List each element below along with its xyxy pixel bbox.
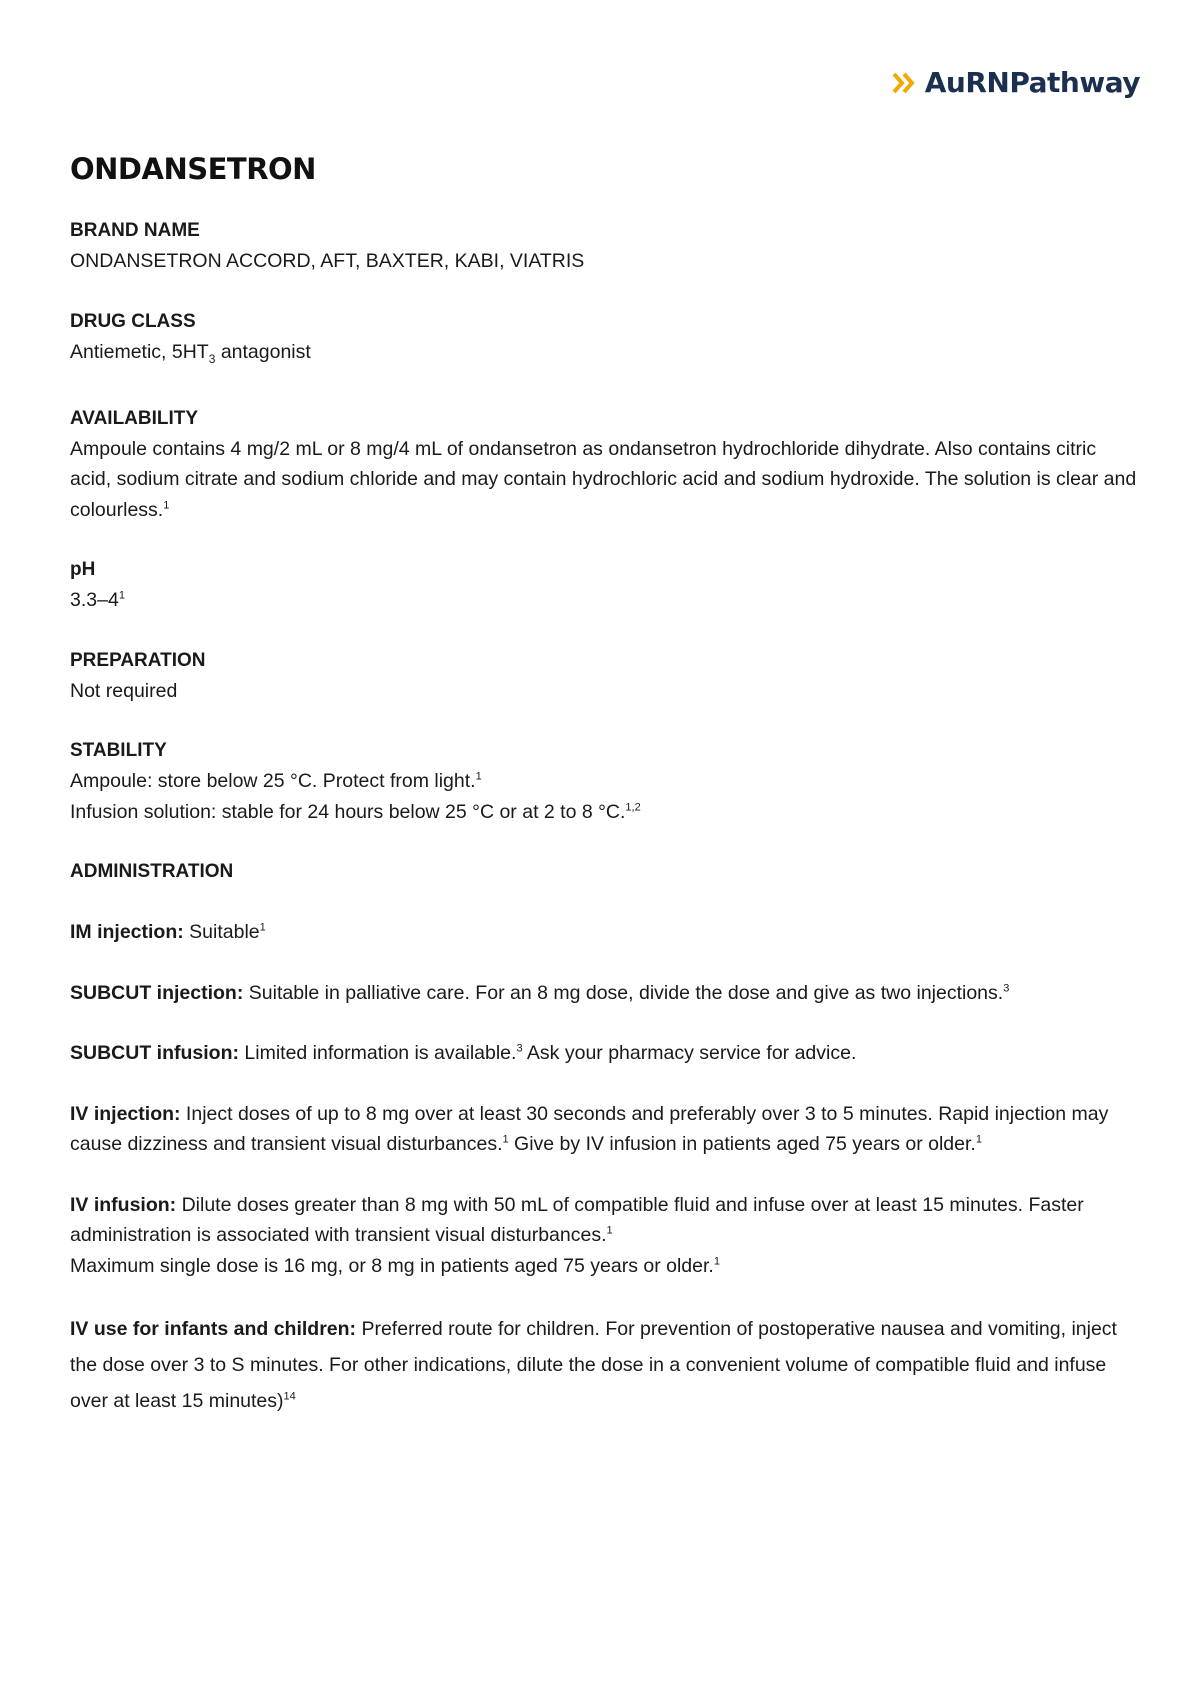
iv-infusion-paragraph: IV infusion: Dilute doses greater than 8 mg with 50 mL of compatible fluid and infuse over at least 15 minutes. Faster administration is associated with transient visual disturbances.$^1$ Maximum single dose is 16 mg, or 8 mg in patients aged 75 years or older.$^1$ — [70, 1193, 1084, 1277]
reference-marker: 3 — [1003, 982, 1010, 995]
drug-class-label: DRUG CLASS — [70, 310, 196, 332]
ph-section — [70, 555, 1140, 616]
administration-label: ADMINISTRATION — [70, 861, 234, 883]
aurnpathway-logo — [891, 66, 1140, 99]
logo-text: AuRNPathway — [924, 66, 1140, 99]
stability-section — [70, 736, 1140, 827]
stability-label: STABILITY — [70, 740, 167, 762]
drug-class-section — [70, 307, 1140, 374]
im-injection-paragraph: IM injection: Suitable$^1$ — [70, 921, 266, 944]
monograph-content — [70, 152, 1140, 1449]
brand-name-label: BRAND NAME — [70, 220, 200, 241]
reference-marker: 1 — [606, 1224, 613, 1237]
reference-marker: 1,2 — [625, 801, 641, 814]
page-title: ONDANSETRON — [70, 152, 316, 186]
brand-name-section — [70, 216, 1140, 277]
brand-name-value: ONDANSETRON ACCORD, AFT, BAXTER, KABI, VIATRIS — [70, 250, 585, 272]
subcut-infusion-paragraph: SUBCUT infusion: Limited information is available.$^3$ Ask your pharmacy service for advice. — [70, 1042, 857, 1065]
reference-marker: 14 — [283, 1390, 296, 1403]
drug-class-value: Antiemetic, $5HT_3$ antagonist — [70, 340, 311, 366]
preparation-label: PREPARATION — [70, 649, 206, 671]
stability-ampoule: Ampoule: store below 25 °C. Protect from light.$^1$ — [70, 770, 482, 793]
reference-marker: 1 — [475, 770, 482, 783]
reference-marker: 1 — [975, 1133, 982, 1146]
availability-label: AVAILABILITY — [70, 407, 199, 429]
availability-section — [70, 404, 1140, 526]
double-chevron-icon — [891, 68, 921, 98]
reference-marker: 1 — [713, 1255, 720, 1268]
iv-injection-paragraph: IV injection: Inject doses of up to 8 mg over at least 30 seconds and preferably over 3 to 5 minutes. Rapid injection may cause dizziness and transient visual disturbances.$^1$ Give by IV infusion in patients aged 75 years or older.$^1$ — [70, 1102, 1109, 1156]
subcut-injection-paragraph: SUBCUT injection: Suitable in palliative care. For an 8 mg dose, divide the dose and give as two injections.$^3$ — [70, 981, 1010, 1004]
stability-infusion: Infusion solution: stable for 24 hours below 25 °C or at 2 to 8 °C.$^{1,2}$ — [70, 800, 641, 823]
reference-marker: 1 — [502, 1133, 509, 1146]
reference-marker: 1 — [259, 921, 266, 934]
reference-marker: 1 — [118, 589, 125, 602]
iv-children-paragraph: IV use for infants and children: Preferred route for children. For prevention of postoperative nausea and vomiting, inject the dose over 3 to S minutes. For other indications, dilute the dose in a convenient volume of compatible fluid and infuse over at least 15 minutes)$^{14}$ — [70, 1318, 1117, 1413]
ph-value: $3.3-4^1$ — [70, 589, 125, 612]
ph-label: pH — [70, 559, 96, 581]
preparation-section — [70, 646, 1140, 707]
reference-marker: 1 — [163, 499, 170, 512]
preparation-value: Not required — [70, 679, 178, 702]
reference-marker: 3 — [516, 1042, 523, 1055]
availability-value: Ampoule contains 4 mg/2 mL or 8 mg/4 mL of ondansetron as ondansetron hydrochloride dihydrate. Also contains citric acid, sodium citrate and sodium chloride and may contain hydrochloric acid and sodium hydroxide. The solution is clear and colourless.$^1$ — [70, 437, 1137, 521]
